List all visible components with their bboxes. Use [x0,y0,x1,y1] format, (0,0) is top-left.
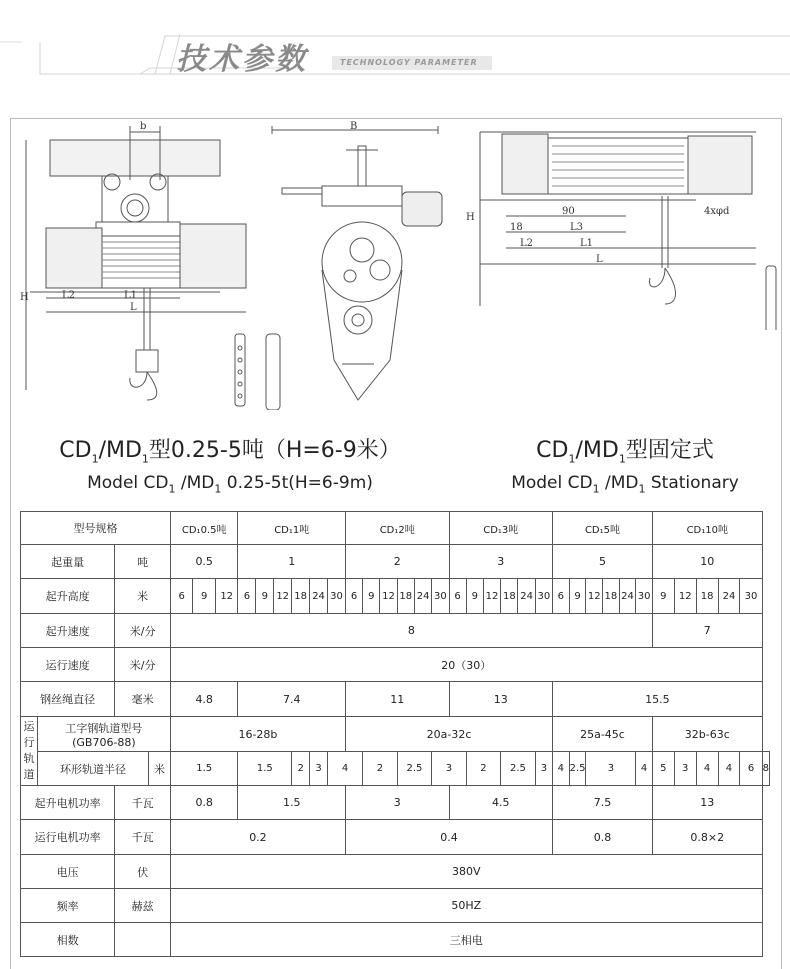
rope-0: 4.8 [170,682,238,717]
height-cell: 30 [535,579,552,614]
travel-speed-unit: 米/分 [115,648,171,682]
height-cell: 24 [718,579,740,614]
frequency-unit: 赫兹 [115,889,171,923]
ring-cell: 1.5 [170,752,238,786]
hoist-stationary-drawing [466,120,778,330]
lift-motor-2: 3 [345,786,449,820]
phase-value: 三相电 [170,923,762,957]
height-cell: 12 [674,579,696,614]
ring-cell: 2 [363,752,397,786]
ring-cell: 4 [718,752,740,786]
dim-l2: L2 [62,290,76,301]
lift-motor-1: 1.5 [238,786,346,820]
height-cell: 9 [652,579,674,614]
ring-cell: 4 [328,752,363,786]
row-travel-motor [21,820,770,855]
travel-motor-2: 0.8 [553,820,653,855]
model-4: CD₁5吨 [553,512,653,545]
row-rope [21,682,770,717]
track-beam-2: 25a-45c [553,717,653,752]
lift-motor-label: 起升电机功率 [21,786,115,820]
row-track-ring [21,752,770,786]
height-cell: 12 [215,579,238,614]
dim-h-right: H [466,212,475,223]
row-capacity [21,545,770,579]
dim-l1: L1 [124,290,138,301]
ring-cell: 2.5 [397,752,432,786]
row-model [21,512,770,545]
ring-cell: 4 [636,752,653,786]
height-cell: 24 [310,579,328,614]
header-subtitle: TECHNOLOGY PARAMETER [340,58,478,67]
dim-bb: B [350,121,358,132]
height-label: 起升高度 [21,579,115,614]
height-cell: 6 [345,579,362,614]
model-3: CD₁3吨 [449,512,553,545]
track-side-label: 运 行 轨 道 [21,717,38,786]
model-5: CD₁10吨 [652,512,762,545]
track-beam-1: 20a-32c [345,717,552,752]
dim-l1-right: L1 [580,238,594,249]
ring-cell: 3 [586,752,636,786]
height-cell: 12 [483,579,500,614]
frequency-label: 频率 [21,889,115,923]
rope-2: 11 [345,682,449,717]
track-beam-3: 32b-63c [652,717,762,752]
row-lift-speed [21,614,770,648]
model-0: CD₁0.5吨 [170,512,238,545]
row-track-beam [21,717,770,752]
height-cell: 30 [328,579,346,614]
dim-l-right: L [596,254,603,265]
voltage-unit: 伏 [115,855,171,889]
hoist-side-drawing [262,120,452,410]
ring-cell: 3 [310,752,328,786]
lift-motor-5: 13 [652,786,762,820]
model-2: CD₁2吨 [345,512,449,545]
ring-cell: 2.5 [501,752,536,786]
height-cell: 12 [380,579,397,614]
capacity-2: 2 [345,545,449,579]
travel-motor-1: 0.4 [345,820,552,855]
lift-motor-unit: 千瓦 [115,786,171,820]
ring-cell: 3 [535,752,552,786]
header-title: 技术参数 [176,42,308,77]
ring-cell: 3 [432,752,466,786]
lift-motor-0: 0.8 [170,786,238,820]
caption-right-title: $CD_1/MD_1$型固定式 [536,438,714,466]
model-1: CD₁1吨 [238,512,346,545]
travel-motor-unit: 千瓦 [115,820,171,855]
dim-l: L [130,302,137,313]
travel-speed-label: 运行速度 [21,648,115,682]
height-cell: 9 [569,579,586,614]
rope-unit: 毫米 [115,682,171,717]
lift-motor-3: 4.5 [449,786,553,820]
height-cell: 24 [619,579,636,614]
caption-right [460,438,790,501]
lift-motor-4: 7.5 [553,786,653,820]
height-cell: 6 [553,579,570,614]
row-height [21,579,770,614]
spec-table [20,511,770,957]
voltage-value: 380V [170,855,762,889]
travel-motor-label: 运行电机功率 [21,820,115,855]
frequency-value: 50HZ [170,889,762,923]
row-frequency [21,889,770,923]
lift-speed-1: 7 [652,614,762,648]
ring-cell: 8 [762,752,769,786]
track-beam-label: 工字钢轨道型号 (GB706-88) [37,717,170,752]
row-lift-motor [21,786,770,820]
lift-speed-0: 8 [170,614,652,648]
lift-speed-label: 起升速度 [21,614,115,648]
height-cell: 18 [696,579,718,614]
capacity-5: 10 [652,545,762,579]
height-cell: 30 [432,579,449,614]
phase-unit [115,923,171,957]
capacity-4: 5 [553,545,653,579]
capacity-label: 起重量 [21,545,115,579]
ring-cell: 5 [652,752,674,786]
height-cell: 6 [449,579,466,614]
hoist-front-drawing [20,120,250,410]
track-beam-0: 16-28b [170,717,345,752]
dim-holes: 4xφd [704,206,730,217]
ring-cell: 1.5 [238,752,292,786]
height-cell: 18 [397,579,414,614]
caption-right-model: Model $CD_1$ $/MD_1$ Stationary [511,473,739,496]
travel-motor-0: 0.2 [170,820,345,855]
height-cell: 12 [586,579,603,614]
ring-cell: 4 [553,752,570,786]
ring-cell: 3 [674,752,696,786]
rope-3: 13 [449,682,553,717]
header-decoration [0,0,790,100]
capacity-3: 3 [449,545,553,579]
ring-cell: 6 [740,752,762,786]
caption-left-title: $CD_1/MD_1$型0.25-5吨（H=6-9米） [59,438,401,466]
dim-90: 90 [562,206,575,217]
dim-b: b [140,121,147,132]
dim-18: 18 [510,222,523,233]
height-cell: 9 [363,579,380,614]
capacity-unit: 吨 [115,545,171,579]
capacity-0: 0.5 [170,545,238,579]
voltage-label: 电压 [21,855,115,889]
height-cell: 9 [193,579,216,614]
travel-speed-value: 20（30） [170,648,762,682]
height-cell: 12 [274,579,292,614]
caption-left [20,438,440,501]
height-cell: 6 [170,579,193,614]
ring-cell: 4 [696,752,718,786]
rope-label: 钢丝绳直径 [21,682,115,717]
height-cell: 24 [518,579,535,614]
height-cell: 18 [501,579,518,614]
track-ring-unit: 米 [149,752,171,786]
height-cell: 18 [292,579,310,614]
height-cell: 9 [256,579,274,614]
caption-left-model: Model $CD_1$ $/MD_1$ 0.25-5t(H=6-9m) [87,473,373,496]
height-unit: 米 [115,579,171,614]
phase-label: 相数 [21,923,115,957]
dim-l2-right: L2 [520,238,534,249]
model-label: 型号规格 [21,512,171,545]
height-cell: 9 [466,579,483,614]
height-cell: 30 [636,579,653,614]
rope-4: 15.5 [553,682,763,717]
capacity-1: 1 [238,545,346,579]
row-phase [21,923,770,957]
lift-speed-unit: 米/分 [115,614,171,648]
height-cell: 18 [603,579,620,614]
row-travel-speed [21,648,770,682]
ring-cell: 2 [466,752,500,786]
height-cell: 30 [740,579,762,614]
dim-h: H [20,292,29,303]
ring-cell: 2 [292,752,310,786]
travel-motor-3: 0.8×2 [652,820,762,855]
dim-l3: L3 [570,222,584,233]
height-cell: 6 [238,579,256,614]
rope-1: 7.4 [238,682,346,717]
section-header [0,0,790,100]
height-cell: 24 [414,579,431,614]
row-voltage [21,855,770,889]
track-ring-label: 环形轨道半径 [37,752,148,786]
ring-cell: 2.5 [569,752,586,786]
